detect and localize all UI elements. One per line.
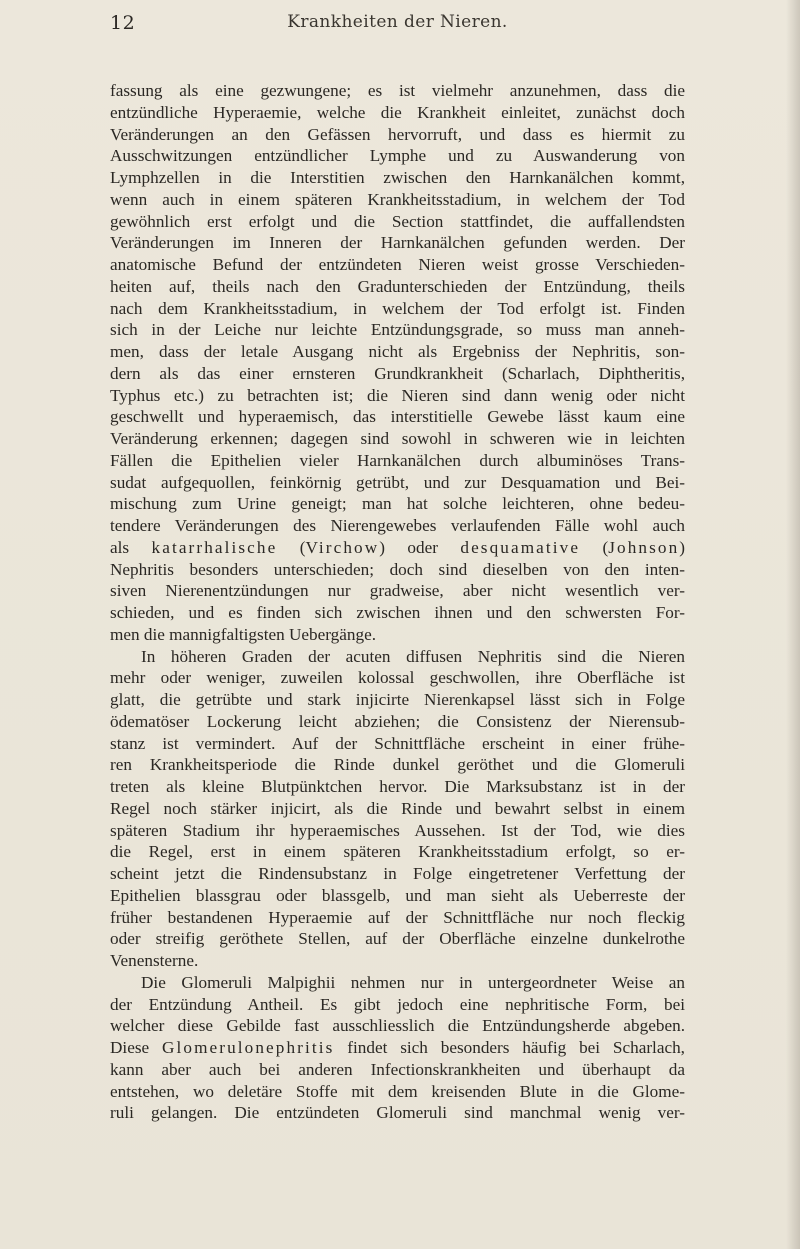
spaced-term-johnson: Johnson [608, 537, 680, 557]
text-fragment: ( [580, 537, 609, 557]
text-line: Venensterne. [110, 951, 199, 970]
text-line: fassung als eine gezwungene; es ist vielmehr anzunehmen, dass die [110, 81, 685, 100]
text-line: Veränderung erkennen; dagegen sind sowohl in schweren wie in leichten [110, 429, 685, 448]
text-line: tendere Veränderungen des Nierengewebes verlaufenden Fälle wohl auch [110, 516, 685, 535]
spaced-term-desquamative: desquamative [460, 537, 581, 557]
paragraph-3 [110, 972, 685, 1124]
text-line: mischung zum Urine geneigt; man hat solche leichteren, ohne bedeu- [110, 494, 685, 514]
page-header [110, 12, 685, 46]
text-line: men, dass der letale Ausgang nicht als Ergebniss der Nephritis, son- [110, 342, 685, 361]
text-line: ödematöser Lockerung leicht abziehen; die Consistenz der Nierensub- [110, 711, 685, 731]
text-line: ruli gelangen. Die entzündeten Glomeruli sind manchmal wenig ver- [110, 1103, 685, 1123]
text-line: oder streifig geröthete Stellen, auf der Oberfläche einzelne dunkelrothe [110, 929, 685, 949]
text-line: Nephritis besonders unterschieden; doch sind dieselben von den inten- [110, 559, 685, 579]
text-line: Regel noch stärker injicirt, als die Rinde und bewahrt selbst in einem [110, 798, 685, 818]
text-line: sudat aufgequollen, feinkörnig getrübt, und zur Desquamation und Bei- [110, 472, 685, 492]
text-line: glatt, die getrübte und stark injicirte Nierenkapsel lässt sich in Folge [110, 690, 685, 709]
text-line: stanz ist vermindert. Auf der Schnittfläche erscheint in einer frühe- [110, 733, 685, 753]
text-line: Veränderungen an den Gefässen hervorruft, und dass es hiermit zu [110, 124, 685, 144]
text-line: anatomische Befund der entzündeten Nieren weist grosse Verschieden- [110, 255, 685, 274]
line-first: Die Glomeruli Malpighii nehmen nur in untergeordneter Weise an [141, 972, 685, 992]
text-line: Veränderungen im Inneren der Harnkanälchen gefunden werden. Der [110, 233, 685, 253]
page-number: 12 [110, 12, 136, 34]
text-fragment: ( [277, 537, 306, 557]
body-text [110, 80, 685, 1124]
text-line: der Entzündung Antheil. Es gibt jedoch eine nephritische Form, bei [110, 994, 685, 1014]
paragraph-2 [110, 646, 685, 972]
text-line: treten als kleine Blutpünktchen hervor. Die Marksubstanz ist in der [110, 777, 685, 796]
spaced-term-katarrhalische: katarrhalische [151, 537, 278, 557]
text-line: entstehen, wo deletäre Stoffe mit dem kreisenden Blute in die Glome- [110, 1081, 685, 1101]
spaced-term-glomerulonephritis: Glomerulonephritis [161, 1038, 335, 1057]
text-line: sich in der Leiche nur leichte Entzündungsgrade, so muss man anneh- [110, 320, 685, 340]
text-line: ren Krankheitsperiode die Rinde dunkel geröthet und die Glomeruli [110, 755, 685, 775]
text-fragment: Diese [110, 1038, 162, 1057]
text-line: men die mannigfaltigsten Uebergänge. [110, 624, 377, 644]
text-line: nach dem Krankheitsstadium, in welchem der Tod erfolgt ist. Finden [110, 298, 685, 318]
text-line: schieden, und es finden sich zwischen ihnen und den schwersten For- [110, 603, 685, 622]
text-line: dern als das einer ernsteren Grundkrankheit (Scharlach, Diphtheritis, [110, 363, 685, 383]
text-line: scheint jetzt die Rindensubstanz in Folge eingetretener Verfettung der [110, 864, 685, 883]
text-line: gewöhnlich erst erfolgt und die Section stattfindet, die auffallendsten [110, 211, 685, 231]
text-line: siven Nierenentzündungen nur gradweise, aber nicht wesentlich ver- [110, 581, 685, 601]
line-spaced-terms [110, 1037, 685, 1059]
text-line: Fällen die Epithelien vieler Harnkanälchen durch albuminöses Trans- [110, 450, 685, 470]
text-line: mehr oder weniger, zuweilen kolossal geschwollen, ihre Oberfläche ist [110, 668, 685, 688]
page-edge-shadow [786, 0, 800, 1249]
text-line: geschwellt und hyperaemisch, das interstitielle Gewebe lässt kaum eine [110, 407, 685, 427]
spaced-term-virchow: Virchow [305, 537, 380, 557]
running-title: Krankheiten der Nieren. [287, 12, 508, 32]
text-line: Lymphzellen in die Interstitien zwischen den Harnkanälchen kommt, [110, 168, 685, 187]
line-spaced-terms [110, 537, 685, 559]
text-line: kann aber auch bei anderen Infectionskrankheiten und überhaupt da [110, 1059, 685, 1079]
text-line: Ausschwitzungen entzündlicher Lymphe und zu Auswanderung von [110, 146, 685, 166]
text-line: Epithelien blassgrau oder blassgelb, und man sieht als Ueberreste der [110, 885, 685, 905]
text-line: Typhus etc.) zu betrachten ist; die Nieren sind dann wenig oder nicht [110, 385, 685, 405]
text-line: früher bestandenen Hyperaemie auf der Schnittfläche nur noch fleckig [110, 907, 685, 927]
text-line: welcher diese Gebilde fast ausschliesslich die Entzündungsherde abgeben. [110, 1016, 685, 1036]
text-line: In höheren Graden der acuten diffusen Nephritis sind die Nieren [141, 646, 685, 666]
text-line: die Regel, erst in einem späteren Krankheitsstadium erfolgt, so er- [110, 842, 685, 862]
text-line: wenn auch in einem späteren Krankheitsstadium, in welchem der Tod [110, 189, 685, 209]
text-fragment: ) oder [379, 537, 461, 557]
text-fragment: findet sich besonders häufig bei Scharlach, [334, 1038, 685, 1057]
text-line: heiten auf, theils nach den Gradunterschieden der Entzündung, theils [110, 276, 685, 296]
text-line: späteren Stadium ihr hyperaemisches Aussehen. Ist der Tod, wie dies [110, 820, 685, 840]
text-fragment: als [110, 537, 152, 557]
paragraph-1 [110, 80, 685, 646]
text-line: entzündliche Hyperaemie, welche die Krankheit einleitet, zunächst doch [110, 102, 685, 122]
text-fragment: ) [679, 537, 685, 557]
